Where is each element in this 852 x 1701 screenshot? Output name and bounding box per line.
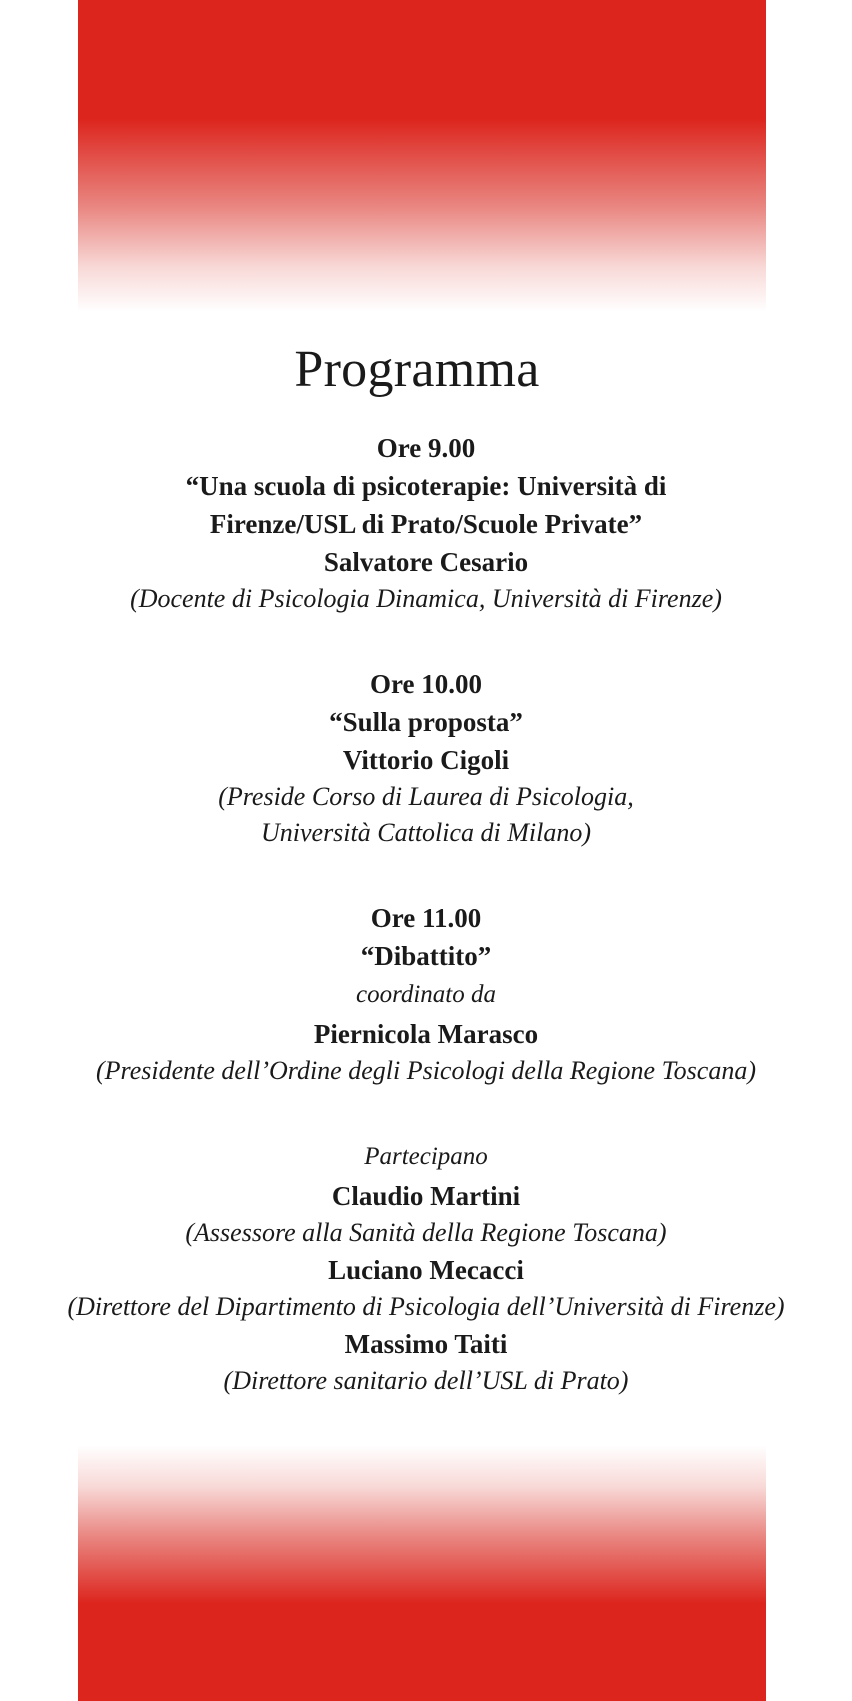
session-speaker-role: (Docente di Psicologia Dinamica, Università di Firenze)	[130, 584, 722, 613]
session-topic-line1: “Una scuola di psicoterapie: Università di	[185, 471, 667, 501]
session-topic: “Dibattito”	[360, 941, 492, 971]
participant-role: (Direttore sanitario dell’USL di Prato)	[223, 1366, 629, 1395]
participants-block	[0, 1137, 852, 1399]
participant-name: Luciano Mecacci	[328, 1255, 524, 1285]
session-10am	[0, 665, 852, 851]
participant-role: (Direttore del Dipartimento di Psicologia dell’Università di Firenze)	[67, 1292, 785, 1321]
session-time: Ore 10.00	[370, 669, 482, 699]
session-speaker: Salvatore Cesario	[323, 547, 529, 577]
participant-name: Claudio Martini	[331, 1181, 521, 1211]
page-title: Programma	[294, 341, 540, 398]
session-topic-line2: Firenze/USL di Prato/Scuole Private”	[209, 509, 643, 539]
session-topic: “Sulla proposta”	[329, 707, 523, 737]
coordinated-by-label: coordinato da	[355, 981, 497, 1008]
top-red-gradient-band	[78, 0, 766, 312]
participants-label: Partecipano	[364, 1143, 488, 1170]
program-section	[0, 340, 852, 1447]
session-speaker-role-line1: (Preside Corso di Laurea di Psicologia,	[218, 782, 634, 811]
session-coordinator-role: (Presidente dell’Ordine degli Psicologi della Regione Toscana)	[96, 1056, 756, 1085]
session-time: Ore 9.00	[376, 433, 476, 463]
session-coordinator: Piernicola Marasco	[313, 1019, 539, 1049]
session-time: Ore 11.00	[370, 903, 482, 933]
session-11am	[0, 899, 852, 1089]
session-speaker-role-line2: Università Cattolica di Milano)	[260, 818, 592, 847]
participant-name: Massimo Taiti	[344, 1329, 508, 1359]
session-9am	[0, 429, 852, 617]
participant-role: (Assessore alla Sanità della Regione Toscana)	[185, 1218, 667, 1247]
bottom-red-gradient-band	[78, 1445, 766, 1701]
session-speaker: Vittorio Cigoli	[342, 745, 510, 775]
